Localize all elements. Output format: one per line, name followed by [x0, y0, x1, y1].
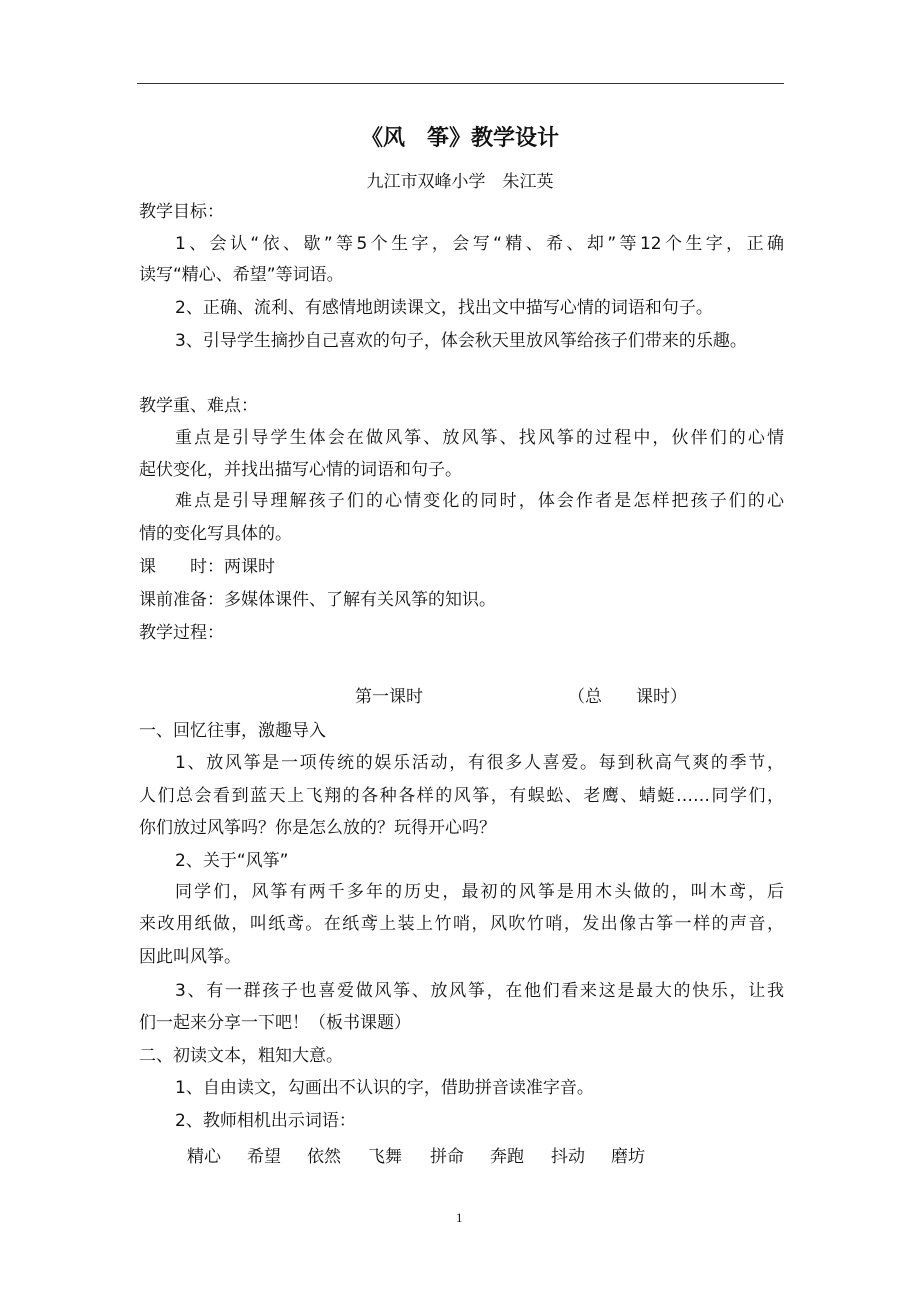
section-1-p4-cont: 们一起来分享一下吧！（板书课题）: [139, 1013, 411, 1033]
author-line: 九江市双峰小学 朱江英: [366, 172, 554, 192]
vocab-word: 奔跑: [490, 1147, 524, 1167]
section-1-p3: 同学们，风筝有两千多年的历史，最初的风筝是用木头做的，叫木鸢，后: [175, 882, 784, 902]
objective-1-cont: 读写“精心、希望”等词语。: [139, 265, 344, 285]
process-heading: 教学过程：: [139, 623, 224, 643]
periods-line: 课 时：两课时: [139, 557, 275, 577]
section-1-p4: 3、有一群孩子也喜爱做风筝、放风筝，在他们看来这是最大的快乐，让我: [175, 981, 784, 1001]
section-1-p1-end: 你们放过风筝吗？你是怎么放的？玩得开心吗？: [139, 818, 496, 838]
vocab-word: 抖动: [551, 1147, 585, 1167]
key-points-heading: 教学重、难点：: [139, 396, 258, 416]
section-1-heading: 一、回忆往事，激趣导入: [139, 721, 326, 741]
vocab-word: 精心: [187, 1147, 221, 1167]
focus-text: 重点是引导学生体会在做风筝、放风筝、找风筝的过程中，伙伴们的心情: [175, 428, 784, 448]
objective-3: 3、引导学生摘抄自己喜欢的句子，体会秋天里放风筝给孩子们带来的乐趣。: [175, 331, 747, 351]
page-number: 1: [456, 1210, 463, 1225]
vocab-word: 磨坊: [611, 1147, 645, 1167]
section-1-p1: 1、放风筝是一项传统的娱乐活动，有很多人喜爱。每到秋高气爽的季节，: [175, 753, 784, 773]
difficulty-text: 难点是引导理解孩子们的心情变化的同时，体会作者是怎样把孩子们的心: [175, 491, 784, 511]
lesson-total: （总 课时）: [568, 687, 687, 707]
objective-2: 2、正确、流利、有感情地朗读课文，找出文中描写心情的词语和句子。: [175, 298, 713, 318]
section-2-heading: 二、初读文本，粗知大意。: [139, 1046, 343, 1066]
document-title: 《风 筝》教学设计: [360, 126, 559, 151]
header-rule: [137, 83, 784, 84]
objectives-heading: 教学目标：: [139, 202, 224, 222]
section-1-p2: 2、关于“风筝”: [175, 851, 289, 871]
vocab-word: 飞舞: [368, 1147, 402, 1167]
section-2-p1: 1、自由读文，勾画出不认识的字，借助拼音读准字音。: [175, 1078, 594, 1098]
section-1-p3-end: 因此叫风筝。: [139, 947, 241, 967]
lesson-title: 第一课时: [355, 687, 423, 707]
section-2-p2: 2、教师相机出示词语：: [175, 1111, 356, 1131]
section-1-p3-cont: 来改用纸做，叫纸鸢。在纸鸢上装上竹哨，风吹竹哨，发出像古筝一样的声音，: [139, 914, 784, 934]
objective-1: 1、会认“依、歇”等5个生字，会写“精、希、却”等12个生字，正确: [175, 234, 784, 254]
vocab-word: 希望: [247, 1147, 281, 1167]
vocab-word: 拼命: [430, 1147, 464, 1167]
section-1-p1-cont: 人们总会看到蓝天上飞翔的各种各样的风筝，有蜈蚣、老鹰、蜻蜓……同学们，: [139, 786, 784, 806]
preparation-line: 课前准备：多媒体课件、了解有关风筝的知识。: [139, 590, 496, 610]
difficulty-text-cont: 情的变化写具体的。: [139, 524, 292, 544]
vocab-word: 依然: [307, 1147, 341, 1167]
focus-text-cont: 起伏变化，并找出描写心情的词语和句子。: [139, 460, 462, 480]
